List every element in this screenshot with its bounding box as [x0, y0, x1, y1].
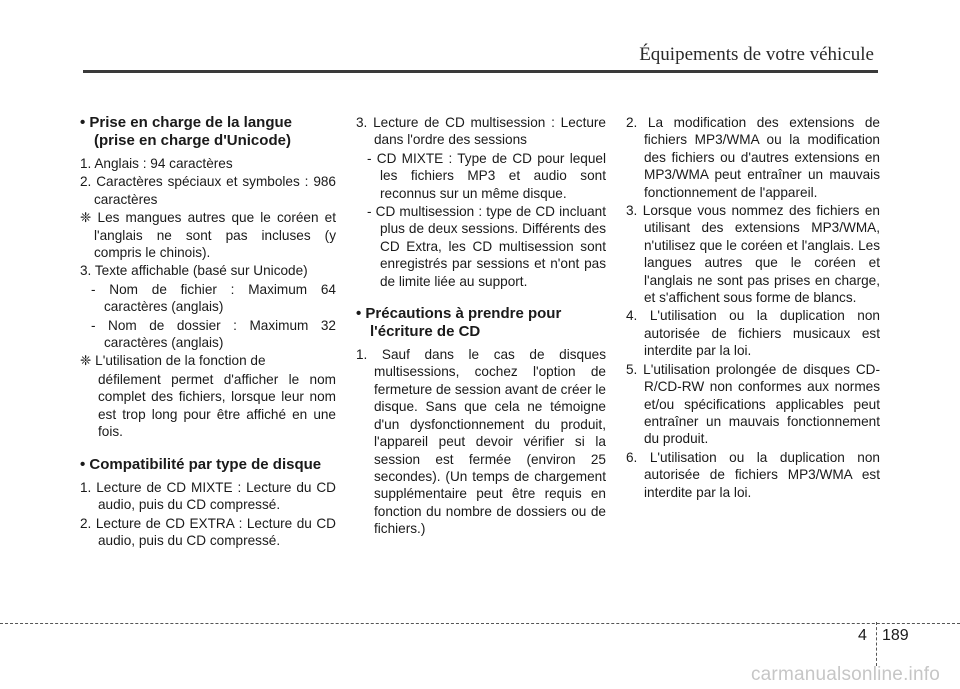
list-item: 3. Texte affichable (basé sur Unicode) — [80, 263, 308, 279]
list-item: 5. L'utilisation prolongée de disques CD-R/CD-RW non conformes aux normes et/ou spécifications applicables peut entraîner un mauvais fonctionnement du produit. — [626, 361, 880, 447]
heading-unicode-support: • Prise en charge de la langue (prise en charge d'Unicode) — [80, 114, 292, 149]
page-number: 189 — [882, 627, 909, 644]
column-right — [626, 114, 880, 502]
heading-cd-writing-precautions: • Précautions à prendre pour l'écriture de CD — [356, 305, 562, 340]
heading-disc-compatibility: • Compatibilité par type de disque — [80, 455, 322, 473]
list-item: 1. Sauf dans le cas de disques multisessions, cochez l'option de fermeture de session avant de créer le disque. Sans que cela ne témoigne d'un dysfonctionnement du produit, l'appareil peut devoir vérifier si la session est fermée (environ 25 secondes). (Un temps de chargement supplémentaire peut être requis en fonction du nombre de dossiers ou de fichiers.) — [356, 347, 606, 537]
section-title: Équipements de votre véhicule — [639, 44, 874, 65]
list-item: 1. Lecture de CD MIXTE : Lecture du CD audio, puis du CD compressé. — [80, 480, 336, 513]
sub-item: - CD MIXTE : Type de CD pour lequel les fichiers MP3 et audio sont reconnus sur un même disque. — [367, 150, 606, 201]
list-item: 3. Lorsque vous nommez des fichiers en utilisant des extensions MP3/WMA, n'utilisez que le coréen et l'anglais. Les langues autres que le coréen et l'anglais ne sont pas prises en charge, et s'affichent sous forme de blancs. — [626, 203, 880, 306]
header-rule — [83, 70, 878, 73]
page-number-divider — [876, 622, 877, 666]
column-middle — [356, 114, 606, 539]
note-scrolling-continued: défilement permet d'afficher le nom complet des fichiers, lorsque leur nom est trop long pour être affiché en une fois. — [98, 371, 336, 440]
list-item: 2. Caractères spéciaux et symboles : 986 caractères — [80, 174, 336, 207]
column-left — [80, 114, 336, 551]
sub-item: - Nom de fichier : Maximum 64 caractères (anglais) — [91, 281, 336, 315]
list-item: 1. Anglais : 94 caractères — [80, 156, 233, 171]
list-item: 2. La modification des extensions de fichiers MP3/WMA ou la modification des fichiers ou d'autres extensions en MP3/WMA peut entraîner un mauvais fonctionnement de l'appareil. — [626, 115, 880, 200]
note-languages: ❈ Les mangues autres que le coréen et l'anglais ne sont pas incluses (y compris le chinois). — [80, 210, 336, 261]
sub-item: - CD multisession : type de CD incluant plus de deux sessions. Différents des CD Extra, les CD multisession sont enregistrés par sessions et n'ont pas de limite liée au support. — [367, 204, 606, 289]
footer-dashed-rule — [0, 623, 960, 624]
list-item: 3. Lecture de CD multisession : Lecture dans l'ordre des sessions — [356, 115, 606, 148]
chapter-number: 4 — [858, 627, 867, 644]
watermark: carmanualsonline.info — [750, 664, 940, 685]
sub-item: - Nom de dossier : Maximum 32 caractères (anglais) — [91, 317, 336, 351]
list-item: 2. Lecture de CD EXTRA : Lecture du CD audio, puis du CD compressé. — [80, 515, 336, 549]
list-item: 6. L'utilisation ou la duplication non autorisée de fichiers MP3/WMA est interdite par la loi. — [626, 449, 880, 500]
note-scrolling: ❈ L'utilisation de la fonction de — [80, 353, 266, 369]
list-item: 4. L'utilisation ou la duplication non autorisée de fichiers musicaux est interdite par la loi. — [626, 308, 880, 359]
